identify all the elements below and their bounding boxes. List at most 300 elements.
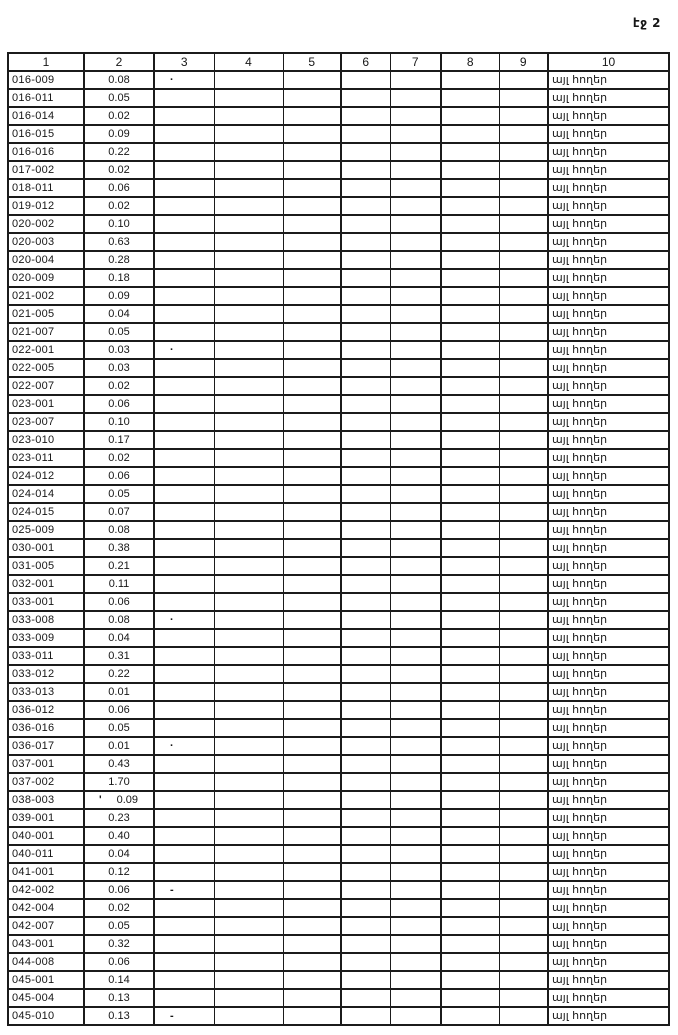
cell-empty — [283, 71, 341, 89]
cell-empty — [441, 593, 499, 611]
cell-empty — [341, 557, 390, 575]
cell-empty — [214, 467, 283, 485]
cell-empty — [441, 647, 499, 665]
cell-parcel-code: 021-002 — [8, 287, 84, 305]
cell-area-value: 0.17 — [84, 431, 154, 449]
cell-land-type-label: այլ հողեր — [548, 269, 669, 287]
cell-empty — [499, 845, 548, 863]
cell-area-value: 0.03 — [84, 341, 154, 359]
cell-empty — [499, 233, 548, 251]
cell-empty — [390, 755, 441, 773]
cell-empty — [283, 287, 341, 305]
cell-land-type-label: այլ հողեր — [548, 179, 669, 197]
cell-empty — [341, 953, 390, 971]
cell-parcel-code: 042-002 — [8, 881, 84, 899]
cell-empty — [214, 125, 283, 143]
cell-parcel-code: 040-001 — [8, 827, 84, 845]
cell-empty — [341, 683, 390, 701]
table-row — [8, 179, 669, 197]
cell-parcel-code: 023-007 — [8, 413, 84, 431]
cell-empty — [341, 863, 390, 881]
cell-land-type-label: այլ հողեր — [548, 359, 669, 377]
cell-area-value: 0.14 — [84, 971, 154, 989]
cell-empty — [341, 449, 390, 467]
cell-empty — [441, 359, 499, 377]
table-row — [8, 863, 669, 881]
cell-parcel-code: 042-004 — [8, 899, 84, 917]
cell-parcel-code: 021-007 — [8, 323, 84, 341]
table-row — [8, 683, 669, 701]
cell-area-value: 0.22 — [84, 665, 154, 683]
cell-empty — [499, 881, 548, 899]
cell-empty — [499, 557, 548, 575]
cell-area-value: 0.05 — [84, 719, 154, 737]
cell-empty — [341, 755, 390, 773]
cell-land-type-label: այլ հողեր — [548, 809, 669, 827]
cell-land-type-label: այլ հողեր — [548, 305, 669, 323]
cell-empty — [154, 323, 214, 341]
cell-empty — [441, 935, 499, 953]
cell-empty — [390, 809, 441, 827]
cell-empty — [390, 89, 441, 107]
cell-empty — [341, 323, 390, 341]
cell-empty — [283, 701, 341, 719]
cell-empty — [390, 611, 441, 629]
cell-empty — [154, 89, 214, 107]
cell-empty — [441, 161, 499, 179]
table-row — [8, 827, 669, 845]
cell-land-type-label: այլ հողեր — [548, 143, 669, 161]
cell-empty — [154, 719, 214, 737]
cell-empty — [441, 1007, 499, 1025]
cell-parcel-code: 023-001 — [8, 395, 84, 413]
cell-empty — [283, 341, 341, 359]
cell-area-value: 0.04 — [84, 305, 154, 323]
cell-empty — [341, 827, 390, 845]
cell-empty — [441, 863, 499, 881]
cell-empty — [214, 935, 283, 953]
cell-parcel-code: 031-005 — [8, 557, 84, 575]
cell-empty — [441, 89, 499, 107]
cell-empty — [154, 989, 214, 1007]
cell-empty — [499, 863, 548, 881]
cell-empty — [283, 557, 341, 575]
cell-empty — [154, 107, 214, 125]
cell-parcel-code: 019-012 — [8, 197, 84, 215]
cell-area-value: 0.08 — [84, 521, 154, 539]
cell-empty — [154, 359, 214, 377]
cell-empty — [341, 1007, 390, 1025]
cell-empty — [154, 233, 214, 251]
cell-empty — [499, 467, 548, 485]
cell-empty — [499, 341, 548, 359]
cell-empty — [441, 521, 499, 539]
cell-empty — [283, 521, 341, 539]
cell-area-value: 0.06 — [84, 953, 154, 971]
cell-empty — [499, 899, 548, 917]
cell-empty — [283, 161, 341, 179]
cell-empty — [214, 71, 283, 89]
land-parcels-table — [7, 52, 670, 1026]
cell-land-type-label: այլ հողեր — [548, 863, 669, 881]
cell-empty — [390, 431, 441, 449]
cell-parcel-code: 018-011 — [8, 179, 84, 197]
cell-empty — [214, 575, 283, 593]
cell-empty — [441, 125, 499, 143]
cell-empty — [283, 305, 341, 323]
cell-parcel-code: 022-007 — [8, 377, 84, 395]
cell-empty — [499, 953, 548, 971]
cell-empty — [441, 305, 499, 323]
cell-empty — [390, 971, 441, 989]
cell-empty — [283, 449, 341, 467]
cell-empty — [214, 755, 283, 773]
cell-empty — [283, 431, 341, 449]
table-row — [8, 305, 669, 323]
cell-empty — [390, 413, 441, 431]
cell-empty — [499, 287, 548, 305]
cell-empty — [441, 323, 499, 341]
table-row — [8, 143, 669, 161]
cell-empty — [214, 989, 283, 1007]
cell-empty — [390, 719, 441, 737]
table-row — [8, 719, 669, 737]
cell-empty — [499, 773, 548, 791]
cell-parcel-code: 016-011 — [8, 89, 84, 107]
cell-area-value: 0.02 — [84, 449, 154, 467]
cell-empty — [283, 827, 341, 845]
cell-empty — [214, 431, 283, 449]
cell-area-value: 0.07 — [84, 503, 154, 521]
column-header-5: 5 — [283, 53, 341, 71]
cell-empty — [341, 467, 390, 485]
table-row — [8, 341, 669, 359]
cell-parcel-code: 022-001 — [8, 341, 84, 359]
table-row — [8, 575, 669, 593]
cell-scan-mark: · — [154, 71, 214, 89]
cell-empty — [441, 629, 499, 647]
cell-area-value: 0.40 — [84, 827, 154, 845]
cell-empty — [283, 143, 341, 161]
cell-empty — [283, 503, 341, 521]
cell-empty — [441, 791, 499, 809]
table-row — [8, 593, 669, 611]
cell-empty — [499, 359, 548, 377]
cell-empty — [341, 719, 390, 737]
cell-area-value: 0.31 — [84, 647, 154, 665]
cell-empty — [214, 557, 283, 575]
table-row — [8, 233, 669, 251]
table-row — [8, 755, 669, 773]
cell-land-type-label: այլ հողեր — [548, 971, 669, 989]
cell-empty — [390, 773, 441, 791]
cell-area-value: 0.06 — [84, 593, 154, 611]
table-body — [8, 71, 669, 1025]
table-row — [8, 503, 669, 521]
cell-empty — [283, 917, 341, 935]
cell-area-value: 0.28 — [84, 251, 154, 269]
cell-empty — [214, 287, 283, 305]
cell-empty — [499, 1007, 548, 1025]
cell-empty — [341, 161, 390, 179]
cell-empty — [441, 845, 499, 863]
cell-empty — [499, 809, 548, 827]
cell-empty — [214, 197, 283, 215]
cell-empty — [283, 971, 341, 989]
cell-land-type-label: այլ հողեր — [548, 593, 669, 611]
cell-empty — [499, 755, 548, 773]
cell-empty — [154, 485, 214, 503]
table-row — [8, 125, 669, 143]
table-row — [8, 845, 669, 863]
cell-parcel-code: 041-001 — [8, 863, 84, 881]
table-row — [8, 629, 669, 647]
cell-empty — [499, 431, 548, 449]
cell-empty — [441, 719, 499, 737]
cell-empty — [154, 503, 214, 521]
cell-empty — [341, 917, 390, 935]
cell-empty — [499, 611, 548, 629]
cell-empty — [341, 395, 390, 413]
cell-empty — [441, 233, 499, 251]
cell-area-value: 0.06 — [84, 179, 154, 197]
cell-empty — [214, 791, 283, 809]
cell-empty — [283, 395, 341, 413]
cell-empty — [441, 881, 499, 899]
cell-empty — [341, 809, 390, 827]
cell-empty — [390, 539, 441, 557]
cell-empty — [441, 485, 499, 503]
cell-empty — [283, 125, 341, 143]
cell-land-type-label: այլ հողեր — [548, 521, 669, 539]
cell-empty — [214, 305, 283, 323]
cell-empty — [283, 233, 341, 251]
cell-area-value: 0.05 — [84, 917, 154, 935]
cell-empty — [390, 953, 441, 971]
cell-empty — [341, 413, 390, 431]
cell-land-type-label: այլ հողեր — [548, 449, 669, 467]
cell-empty — [214, 413, 283, 431]
cell-empty — [441, 107, 499, 125]
table-row — [8, 431, 669, 449]
cell-parcel-code: 043-001 — [8, 935, 84, 953]
cell-empty — [390, 989, 441, 1007]
cell-land-type-label: այլ հողեր — [548, 161, 669, 179]
cell-empty — [214, 341, 283, 359]
table-row — [8, 485, 669, 503]
cell-empty — [154, 179, 214, 197]
cell-empty — [214, 593, 283, 611]
cell-land-type-label: այլ հողեր — [548, 539, 669, 557]
cell-land-type-label: այլ հողեր — [548, 467, 669, 485]
cell-empty — [441, 287, 499, 305]
column-header-7: 7 — [390, 53, 441, 71]
cell-empty — [390, 845, 441, 863]
table-row — [8, 611, 669, 629]
cell-area-value: 0.10 — [84, 413, 154, 431]
cell-land-type-label: այլ հողեր — [548, 485, 669, 503]
cell-empty — [499, 683, 548, 701]
cell-empty — [499, 71, 548, 89]
cell-parcel-code: 040-011 — [8, 845, 84, 863]
cell-empty — [441, 809, 499, 827]
cell-empty — [499, 395, 548, 413]
cell-empty — [390, 791, 441, 809]
cell-area-value: 0.06 — [84, 881, 154, 899]
cell-empty — [283, 377, 341, 395]
cell-empty — [499, 251, 548, 269]
cell-land-type-label: այլ հողեր — [548, 107, 669, 125]
cell-empty — [283, 881, 341, 899]
cell-empty — [283, 899, 341, 917]
cell-empty — [154, 899, 214, 917]
area-value-text: 0.09 — [116, 794, 139, 806]
cell-area-value: 0.09 — [84, 287, 154, 305]
cell-empty — [441, 179, 499, 197]
cell-empty — [154, 629, 214, 647]
cell-empty — [214, 845, 283, 863]
cell-empty — [390, 107, 441, 125]
cell-empty — [283, 737, 341, 755]
table-header-row — [8, 53, 669, 71]
cell-empty — [283, 359, 341, 377]
cell-empty — [341, 197, 390, 215]
cell-empty — [154, 521, 214, 539]
cell-empty — [154, 161, 214, 179]
cell-land-type-label: այլ հողեր — [548, 647, 669, 665]
cell-area-value: 0.02 — [84, 107, 154, 125]
cell-land-type-label: այլ հողեր — [548, 215, 669, 233]
cell-parcel-code: 025-009 — [8, 521, 84, 539]
cell-empty — [390, 233, 441, 251]
cell-land-type-label: այլ հողեր — [548, 413, 669, 431]
cell-empty — [441, 773, 499, 791]
page-number-label: էջ 2 — [632, 16, 661, 30]
cell-land-type-label: այլ հողեր — [548, 719, 669, 737]
cell-empty — [390, 647, 441, 665]
cell-area-value: 0.02 — [84, 899, 154, 917]
scan-mark: ' — [99, 794, 102, 806]
cell-parcel-code: 016-014 — [8, 107, 84, 125]
column-header-3: 3 — [154, 53, 214, 71]
cell-area-value: 0.08 — [84, 611, 154, 629]
cell-empty — [283, 935, 341, 953]
cell-parcel-code: 024-012 — [8, 467, 84, 485]
cell-empty — [214, 449, 283, 467]
table-row — [8, 539, 669, 557]
cell-parcel-code: 016-015 — [8, 125, 84, 143]
cell-parcel-code: 016-009 — [8, 71, 84, 89]
cell-area-value: 0.02 — [84, 197, 154, 215]
cell-parcel-code: 033-001 — [8, 593, 84, 611]
table-row — [8, 395, 669, 413]
cell-empty — [499, 917, 548, 935]
cell-empty — [154, 665, 214, 683]
cell-empty — [390, 737, 441, 755]
cell-empty — [390, 593, 441, 611]
cell-empty — [441, 665, 499, 683]
cell-empty — [214, 89, 283, 107]
cell-empty — [390, 467, 441, 485]
cell-empty — [441, 503, 499, 521]
cell-area-value: 0.43 — [84, 755, 154, 773]
cell-empty — [341, 575, 390, 593]
cell-land-type-label: այլ հողեր — [548, 287, 669, 305]
cell-empty — [214, 719, 283, 737]
cell-area-value: 0.02 — [84, 161, 154, 179]
cell-land-type-label: այլ հողեր — [548, 71, 669, 89]
cell-parcel-code: 020-002 — [8, 215, 84, 233]
table-row — [8, 359, 669, 377]
cell-empty — [154, 935, 214, 953]
cell-empty — [390, 701, 441, 719]
cell-empty — [499, 197, 548, 215]
cell-parcel-code: 033-008 — [8, 611, 84, 629]
cell-empty — [214, 809, 283, 827]
cell-empty — [341, 773, 390, 791]
cell-empty — [390, 449, 441, 467]
cell-empty — [441, 71, 499, 89]
cell-empty — [341, 539, 390, 557]
cell-empty — [341, 305, 390, 323]
cell-empty — [154, 467, 214, 485]
cell-parcel-code: 020-003 — [8, 233, 84, 251]
cell-empty — [283, 863, 341, 881]
cell-empty — [341, 287, 390, 305]
cell-empty — [341, 71, 390, 89]
cell-empty — [154, 701, 214, 719]
cell-empty — [341, 629, 390, 647]
cell-empty — [283, 809, 341, 827]
cell-empty — [499, 701, 548, 719]
table-row — [8, 215, 669, 233]
cell-empty — [154, 845, 214, 863]
cell-empty — [214, 143, 283, 161]
cell-area-value: 0.32 — [84, 935, 154, 953]
cell-parcel-code: 037-001 — [8, 755, 84, 773]
cell-empty — [154, 395, 214, 413]
cell-parcel-code: 033-009 — [8, 629, 84, 647]
cell-scan-mark: - — [154, 1007, 214, 1025]
table-row — [8, 521, 669, 539]
cell-empty — [341, 251, 390, 269]
cell-empty — [283, 485, 341, 503]
cell-empty — [154, 431, 214, 449]
table-row — [8, 989, 669, 1007]
cell-empty — [441, 953, 499, 971]
cell-land-type-label: այլ հողեր — [548, 431, 669, 449]
cell-land-type-label: այլ հողեր — [548, 197, 669, 215]
cell-parcel-code: 036-012 — [8, 701, 84, 719]
cell-parcel-code: 045-010 — [8, 1007, 84, 1025]
cell-empty — [441, 377, 499, 395]
cell-empty — [441, 701, 499, 719]
table-row — [8, 665, 669, 683]
cell-parcel-code: 024-015 — [8, 503, 84, 521]
cell-empty — [499, 323, 548, 341]
cell-empty — [214, 1007, 283, 1025]
cell-empty — [154, 287, 214, 305]
cell-empty — [214, 107, 283, 125]
cell-empty — [441, 449, 499, 467]
table-row — [8, 161, 669, 179]
cell-empty — [499, 827, 548, 845]
cell-empty — [283, 107, 341, 125]
cell-area-value: 0.05 — [84, 323, 154, 341]
cell-empty — [441, 197, 499, 215]
table-row — [8, 737, 669, 755]
cell-parcel-code: 044-008 — [8, 953, 84, 971]
